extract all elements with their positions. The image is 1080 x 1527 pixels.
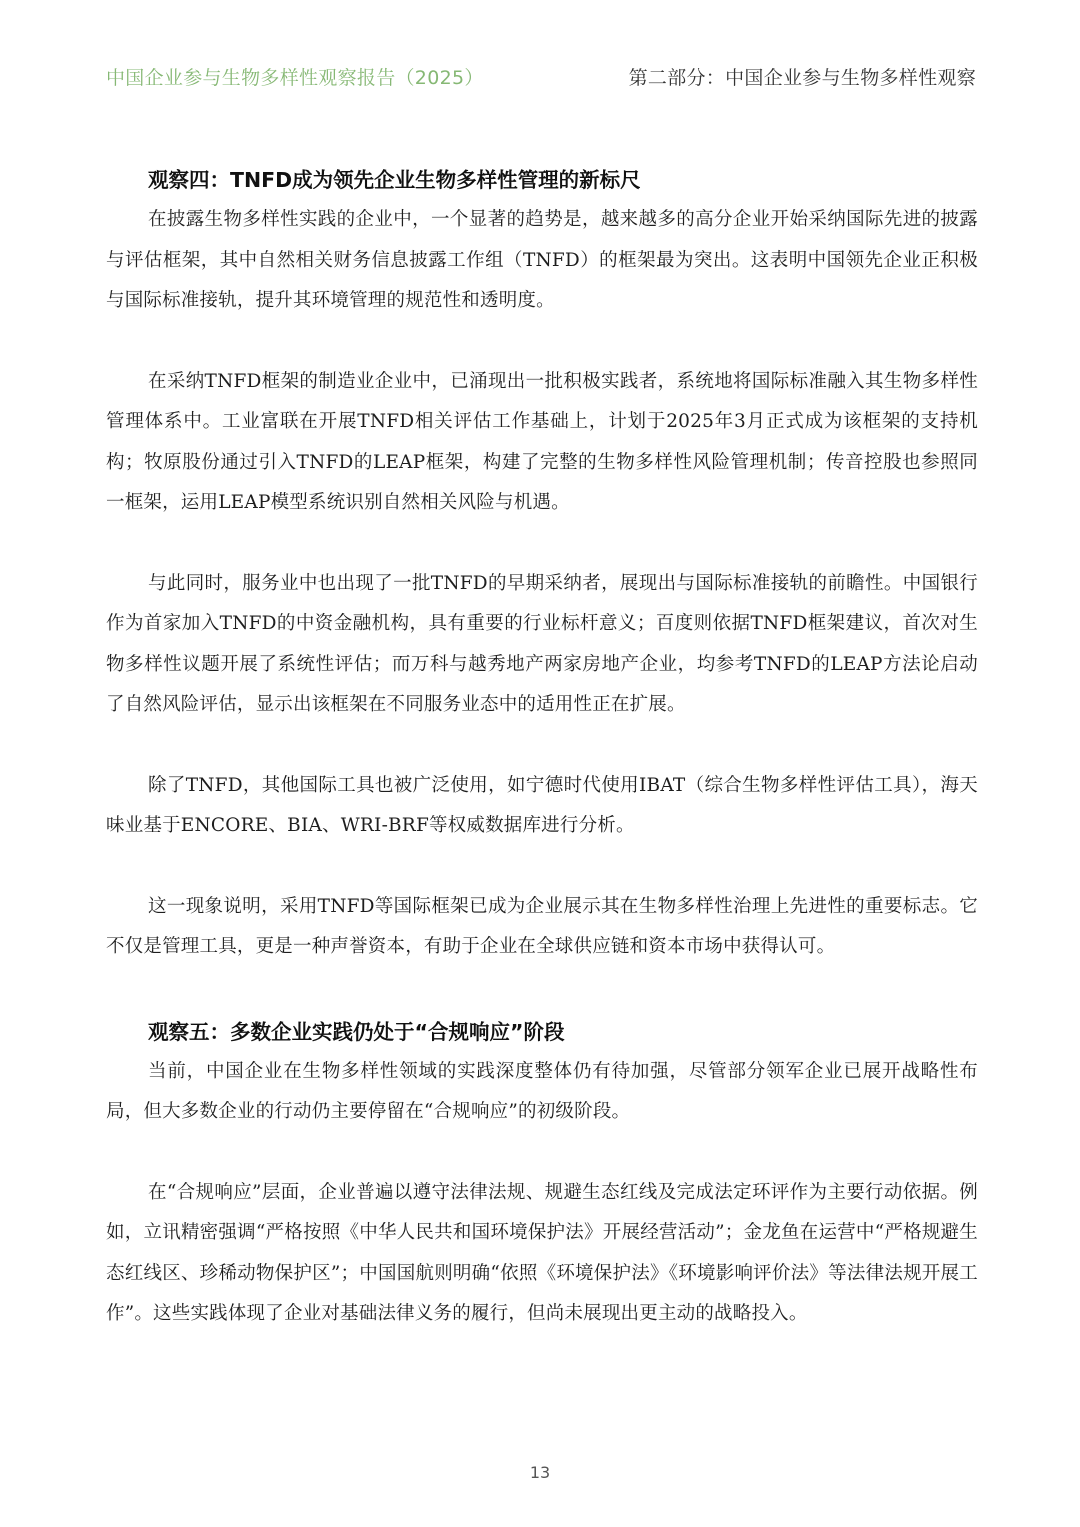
page-number: 13	[529, 1463, 551, 1482]
paragraph: 与此同时，服务业中也出现了一批TNFD的早期采纳者，展现出与国际标准接轨的前瞻性。中国银行作为首家加入TNFD的中资金融机构，具有重要的行业标杆意义；百度则依据TNFD框架建议，首次对生物多样性议题开展了系统性评估；而万科与越秀地产两家房地产企业，均参考TNFD的LEAP方法论启动了自然风险评估，显示出该框架在不同服务业态中的适用性正在扩展。	[106, 572, 978, 715]
paragraph: 在采纳TNFD框架的制造业企业中，已涌现出一批积极实践者，系统地将国际标准融入其生物多样性管理体系中。工业富联在开展TNFD相关评估工作基础上，计划于2025年3月正式成为该框架的支持机构；牧原股份通过引入TNFD的LEAP框架，构建了完整的生物多样性风险管理机制；传音控股也参照同一框架，运用LEAP模型系统识别自然相关风险与机遇。	[106, 370, 978, 513]
paragraph: 这一现象说明，采用TNFD等国际框架已成为企业展示其在生物多样性治理上先进性的重要标志。它不仅是管理工具，更是一种声誉资本，有助于企业在全球供应链和资本市场中获得认可。	[106, 895, 978, 957]
section-heading-observation-5: 观察五：多数企业实践仍处于“合规响应”阶段	[148, 1019, 565, 1044]
paragraph: 在“合规响应”层面，企业普遍以遵守法律法规、规避生态红线及完成法定环评作为主要行动依据。例如，立讯精密强调“严格按照《中华人民共和国环境保护法》开展经营活动”；金龙鱼在运营中“严格规避生态红线区、珍稀动物保护区”；中国国航则明确“依照《环境保护法》《环境影响评价法》等法律法规开展工作”。这些实践体现了企业对基础法律义务的履行，但尚未展现出更主动的战略投入。	[106, 1181, 978, 1324]
paragraph: 除了TNFD，其他国际工具也被广泛使用，如宁德时代使用IBAT（综合生物多样性评估工具），海天味业基于ENCORE、BIA、WRI-BRF等权威数据库进行分析。	[106, 774, 978, 836]
report-title: 中国企业参与生物多样性观察报告（2025）	[106, 67, 484, 89]
page-body	[106, 160, 978, 1335]
paragraph: 当前，中国企业在生物多样性领域的实践深度整体仍有待加强，尽管部分领军企业已展开战略性布局，但大多数企业的行动仍主要停留在“合规响应”的初级阶段。	[106, 1060, 978, 1122]
page-header	[106, 62, 976, 94]
section-title: 第二部分：中国企业参与生物多样性观察	[628, 67, 976, 89]
paragraph: 在披露生物多样性实践的企业中，一个显著的趋势是，越来越多的高分企业开始采纳国际先进的披露与评估框架，其中自然相关财务信息披露工作组（TNFD）的框架最为突出。这表明中国领先企业正积极与国际标准接轨，提升其环境管理的规范性和透明度。	[106, 209, 978, 311]
section-heading-observation-4: 观察四：TNFD成为领先企业生物多样性管理的新标尺	[148, 168, 641, 192]
